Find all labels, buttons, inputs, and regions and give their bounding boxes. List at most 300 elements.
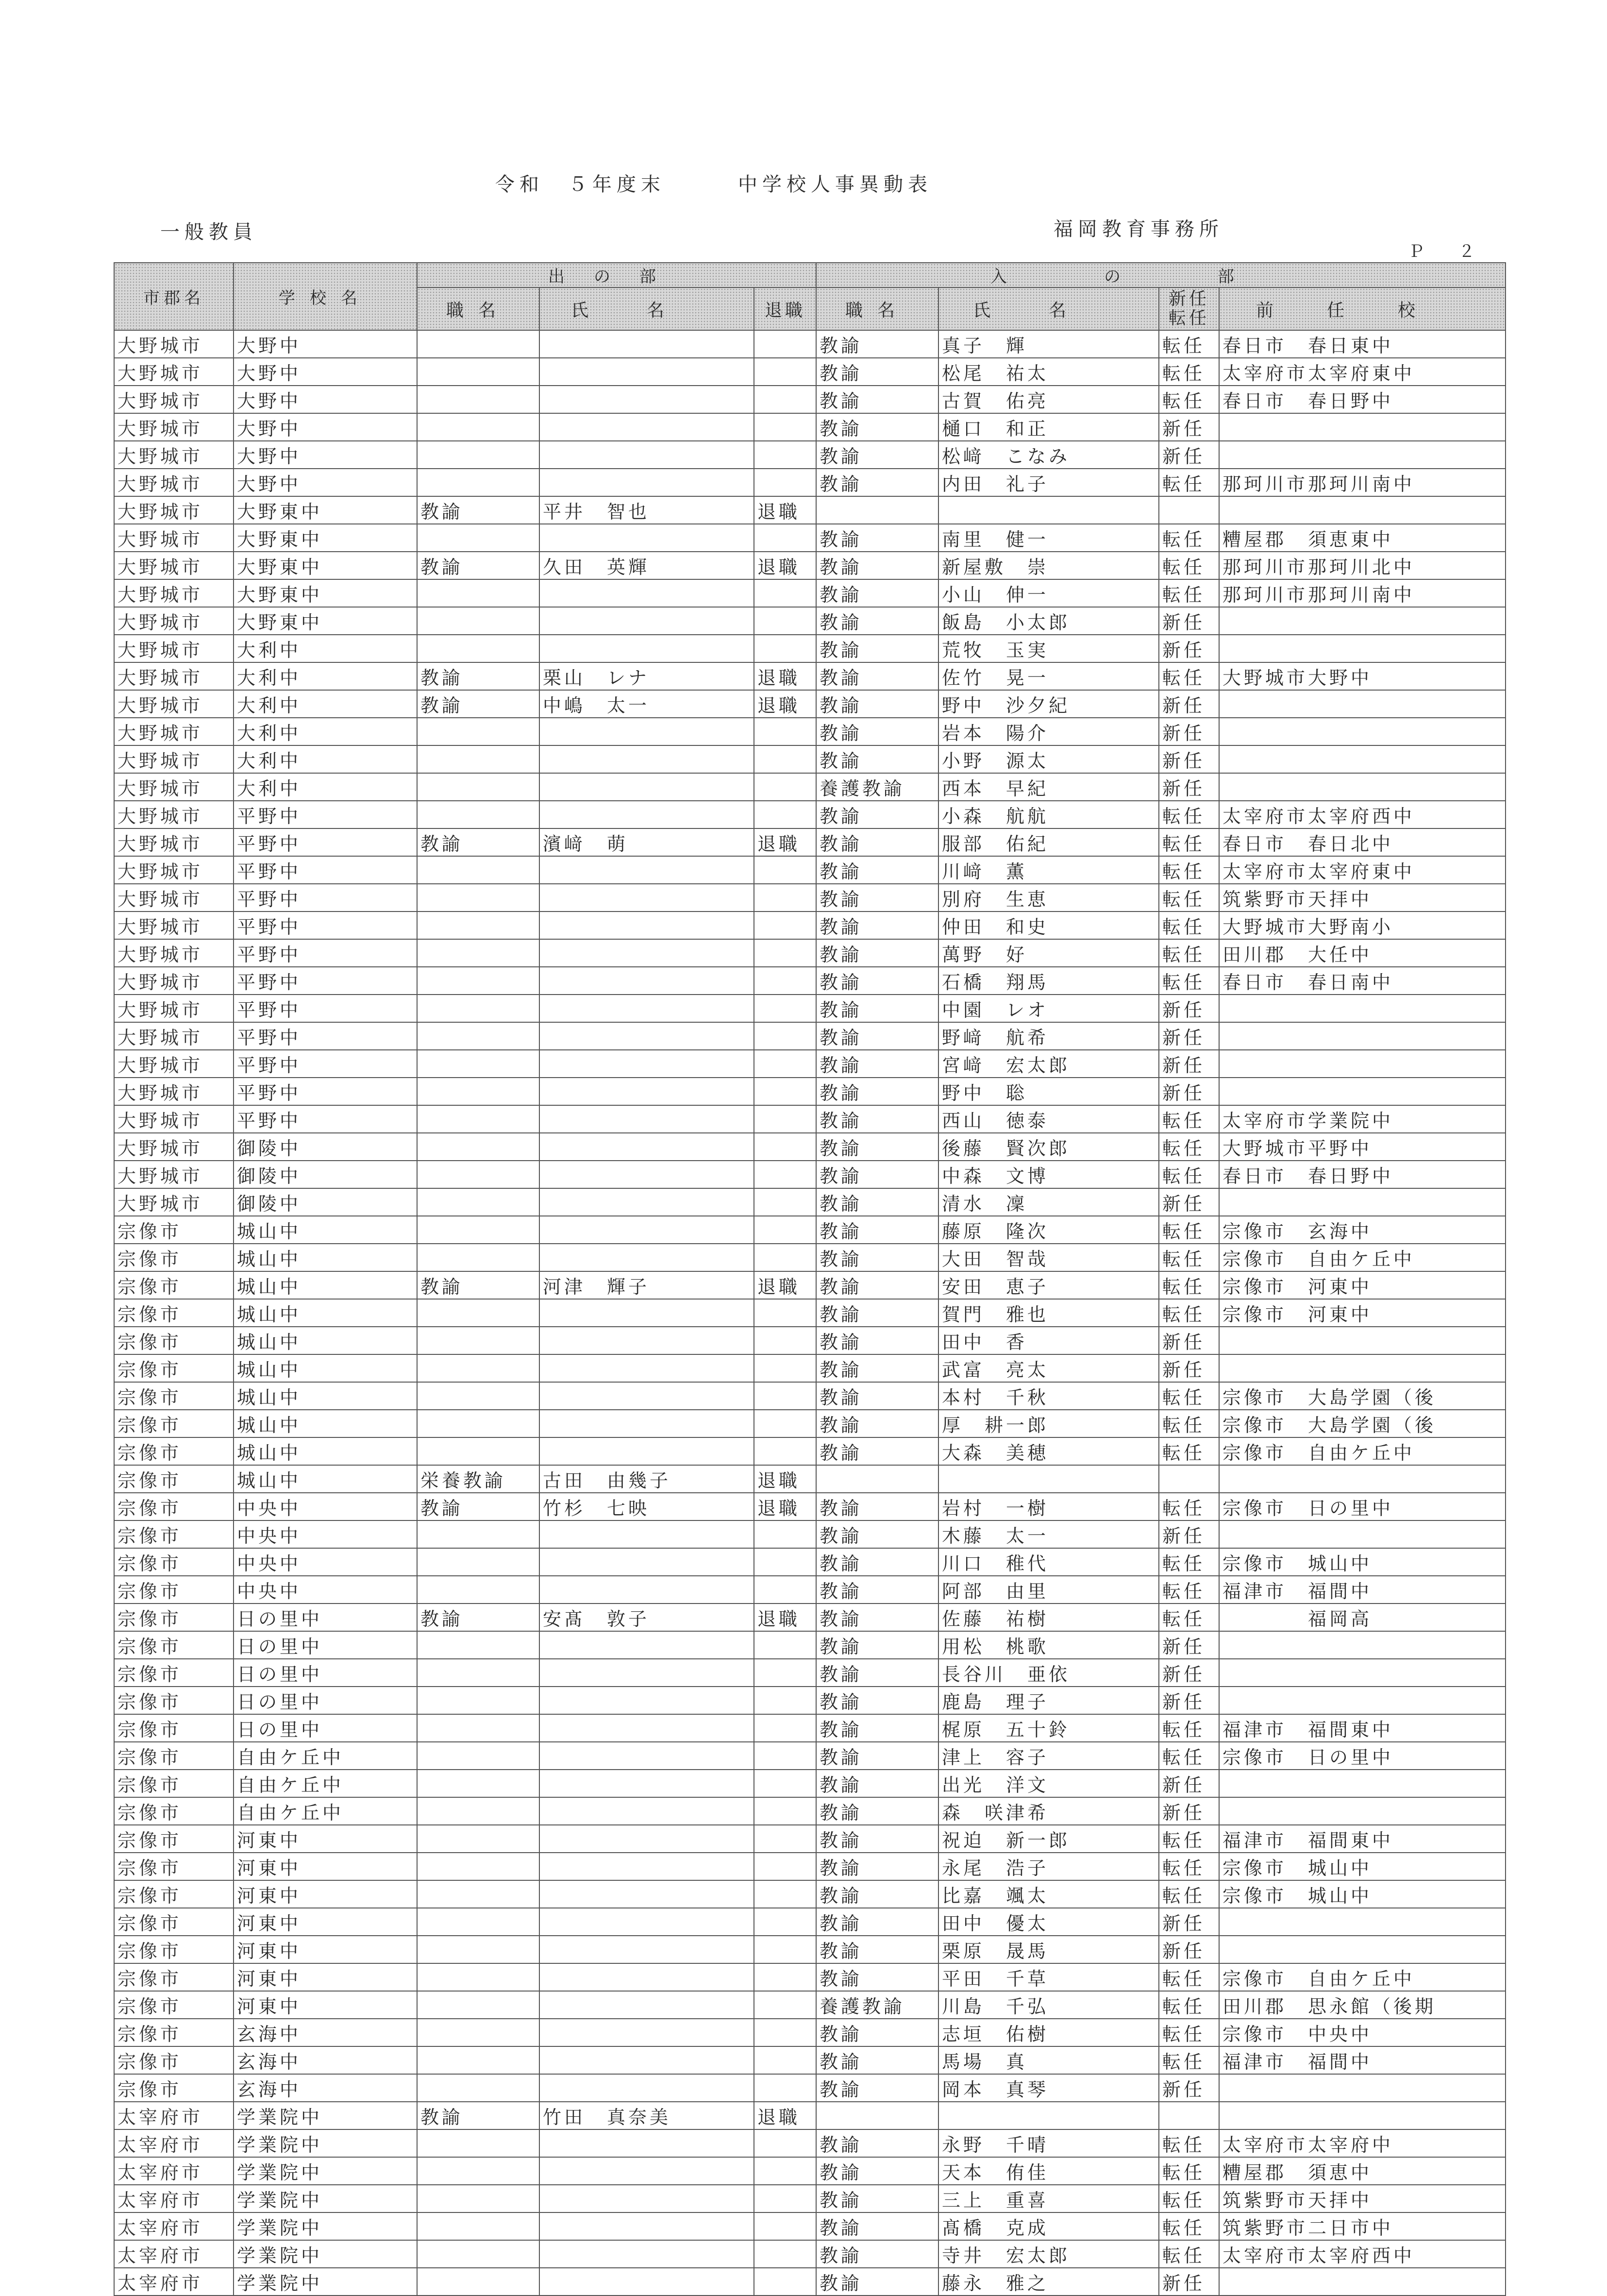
table-row bbox=[114, 524, 1506, 552]
cell-out-retire: 退職 bbox=[754, 1465, 816, 1493]
cell-in-title: 教諭 bbox=[816, 2019, 938, 2046]
cell-city: 大野城市 bbox=[114, 801, 234, 828]
cell-out-name bbox=[539, 2019, 754, 2046]
cell-prev-school bbox=[1219, 1659, 1506, 1687]
cell-out-name: 平井 智也 bbox=[539, 496, 754, 524]
cell-out-retire bbox=[754, 1244, 816, 1271]
cell-out-retire: 退職 bbox=[754, 662, 816, 690]
cell-in-title: 教諭 bbox=[816, 524, 938, 552]
cell-school: 平野中 bbox=[234, 828, 417, 856]
cell-in-name: 中園 レオ bbox=[938, 995, 1159, 1022]
table-row bbox=[114, 718, 1506, 745]
cell-city: 大野城市 bbox=[114, 1050, 234, 1078]
cell-school: 城山中 bbox=[234, 1299, 417, 1327]
cell-out-title bbox=[417, 912, 539, 939]
cell-prev-school bbox=[1219, 1465, 1506, 1493]
cell-in-type: 新任 bbox=[1159, 1797, 1219, 1825]
cell-out-title bbox=[417, 1936, 539, 1963]
cell-city: 宗像市 bbox=[114, 1244, 234, 1271]
cell-in-name: 清水 凜 bbox=[938, 1188, 1159, 1216]
cell-out-retire bbox=[754, 745, 816, 773]
cell-prev-school bbox=[1219, 441, 1506, 469]
cell-prev-school: 春日市 春日野中 bbox=[1219, 386, 1506, 413]
cell-out-title bbox=[417, 441, 539, 469]
cell-city: 太宰府市 bbox=[114, 2240, 234, 2268]
cell-in-type: 新任 bbox=[1159, 1631, 1219, 1659]
table-row bbox=[114, 690, 1506, 718]
col-prev-school: 前任校 bbox=[1219, 287, 1506, 330]
cell-out-name bbox=[539, 1078, 754, 1105]
cell-prev-school bbox=[1219, 1797, 1506, 1825]
cell-city: 大野城市 bbox=[114, 773, 234, 801]
cell-out-title bbox=[417, 718, 539, 745]
cell-in-title: 教諭 bbox=[816, 1133, 938, 1161]
cell-school: 日の里中 bbox=[234, 1631, 417, 1659]
cell-out-title bbox=[417, 330, 539, 358]
cell-city: 大野城市 bbox=[114, 1105, 234, 1133]
cell-in-name: 宮﨑 宏太郎 bbox=[938, 1050, 1159, 1078]
cell-city: 大野城市 bbox=[114, 330, 234, 358]
cell-out-name bbox=[539, 607, 754, 635]
cell-out-title bbox=[417, 1437, 539, 1465]
cell-in-title: 教諭 bbox=[816, 1631, 938, 1659]
cell-out-name bbox=[539, 1437, 754, 1465]
cell-in-name: 西本 早紀 bbox=[938, 773, 1159, 801]
cell-prev-school: 宗像市 城山中 bbox=[1219, 1853, 1506, 1880]
cell-in-title: 教諭 bbox=[816, 441, 938, 469]
cell-in-type: 転任 bbox=[1159, 358, 1219, 386]
cell-out-title bbox=[417, 2185, 539, 2212]
cell-out-name bbox=[539, 524, 754, 552]
cell-out-title bbox=[417, 1410, 539, 1437]
cell-in-title: 教諭 bbox=[816, 1078, 938, 1105]
cell-in-name: 川島 千弘 bbox=[938, 1991, 1159, 2019]
table-row bbox=[114, 2157, 1506, 2185]
cell-prev-school bbox=[1219, 1327, 1506, 1354]
cell-out-title: 栄養教諭 bbox=[417, 1465, 539, 1493]
cell-in-type: 転任 bbox=[1159, 884, 1219, 912]
cell-out-name bbox=[539, 2046, 754, 2074]
table-row bbox=[114, 607, 1506, 635]
cell-school: 平野中 bbox=[234, 884, 417, 912]
cell-out-title bbox=[417, 1354, 539, 1382]
cell-out-title bbox=[417, 1520, 539, 1548]
cell-out-name bbox=[539, 2129, 754, 2157]
cell-out-name bbox=[539, 1908, 754, 1936]
cell-out-title bbox=[417, 1382, 539, 1410]
cell-prev-school bbox=[1219, 1520, 1506, 1548]
cell-school: 御陵中 bbox=[234, 1188, 417, 1216]
group-in: 入の部 bbox=[816, 263, 1506, 287]
cell-in-name: 木藤 太一 bbox=[938, 1520, 1159, 1548]
table-row bbox=[114, 330, 1506, 358]
cell-in-type: 新任 bbox=[1159, 1659, 1219, 1687]
cell-prev-school bbox=[1219, 1687, 1506, 1714]
cell-city: 大野城市 bbox=[114, 967, 234, 995]
cell-city: 大野城市 bbox=[114, 828, 234, 856]
cell-school: 平野中 bbox=[234, 1078, 417, 1105]
cell-city: 宗像市 bbox=[114, 1880, 234, 1908]
cell-in-type: 転任 bbox=[1159, 1161, 1219, 1188]
table-row bbox=[114, 2212, 1506, 2240]
table-row bbox=[114, 358, 1506, 386]
cell-in-type: 転任 bbox=[1159, 2129, 1219, 2157]
cell-out-name bbox=[539, 358, 754, 386]
table-row bbox=[114, 1216, 1506, 1244]
cell-school: 学業院中 bbox=[234, 2185, 417, 2212]
cell-school: 自由ケ丘中 bbox=[234, 1770, 417, 1797]
cell-in-type: 転任 bbox=[1159, 801, 1219, 828]
cell-in-type: 転任 bbox=[1159, 856, 1219, 884]
cell-out-retire bbox=[754, 801, 816, 828]
cell-city: 大野城市 bbox=[114, 939, 234, 967]
cell-out-name bbox=[539, 635, 754, 662]
cell-out-name bbox=[539, 856, 754, 884]
cell-out-title bbox=[417, 884, 539, 912]
cell-prev-school bbox=[1219, 1188, 1506, 1216]
cell-out-name: 濱﨑 萌 bbox=[539, 828, 754, 856]
cell-in-type: 新任 bbox=[1159, 1520, 1219, 1548]
cell-school: 大野東中 bbox=[234, 524, 417, 552]
cell-city: 宗像市 bbox=[114, 1548, 234, 1576]
table-row bbox=[114, 1604, 1506, 1631]
cell-school: 大野中 bbox=[234, 358, 417, 386]
cell-out-title bbox=[417, 2157, 539, 2185]
cell-in-title: 教諭 bbox=[816, 718, 938, 745]
cell-city: 大野城市 bbox=[114, 662, 234, 690]
cell-out-title bbox=[417, 1078, 539, 1105]
cell-in-title: 養護教諭 bbox=[816, 1991, 938, 2019]
cell-out-name bbox=[539, 1687, 754, 1714]
cell-out-retire bbox=[754, 912, 816, 939]
cell-prev-school: 宗像市 中央中 bbox=[1219, 2019, 1506, 2046]
cell-out-name bbox=[539, 745, 754, 773]
cell-out-title bbox=[417, 967, 539, 995]
cell-out-retire bbox=[754, 413, 816, 441]
cell-in-type: 転任 bbox=[1159, 1271, 1219, 1299]
cell-city: 大野城市 bbox=[114, 856, 234, 884]
cell-prev-school: 筑紫野市天拝中 bbox=[1219, 884, 1506, 912]
cell-prev-school bbox=[1219, 1936, 1506, 1963]
cell-in-name: 野中 聡 bbox=[938, 1078, 1159, 1105]
cell-school: 平野中 bbox=[234, 801, 417, 828]
cell-in-type: 新任 bbox=[1159, 1354, 1219, 1382]
cell-in-title: 教諭 bbox=[816, 662, 938, 690]
table-row bbox=[114, 856, 1506, 884]
cell-out-name bbox=[539, 1770, 754, 1797]
cell-out-title bbox=[417, 2129, 539, 2157]
cell-school: 学業院中 bbox=[234, 2129, 417, 2157]
cell-out-retire: 退職 bbox=[754, 552, 816, 579]
cell-in-name: 服部 佑紀 bbox=[938, 828, 1159, 856]
cell-in-title: 教諭 bbox=[816, 2240, 938, 2268]
cell-out-retire bbox=[754, 2212, 816, 2240]
cell-prev-school: 太宰府市太宰府東中 bbox=[1219, 856, 1506, 884]
cell-school: 河東中 bbox=[234, 1825, 417, 1853]
cell-in-name: 賀門 雅也 bbox=[938, 1299, 1159, 1327]
cell-in-title: 教諭 bbox=[816, 884, 938, 912]
cell-in-type: 転任 bbox=[1159, 1133, 1219, 1161]
col-out-name: 氏名 bbox=[539, 287, 754, 330]
cell-prev-school bbox=[1219, 1631, 1506, 1659]
cell-city: 大野城市 bbox=[114, 496, 234, 524]
cell-city: 大野城市 bbox=[114, 413, 234, 441]
cell-in-title: 教諭 bbox=[816, 2268, 938, 2296]
cell-in-name: 寺井 宏太郎 bbox=[938, 2240, 1159, 2268]
table-row bbox=[114, 386, 1506, 413]
cell-out-retire bbox=[754, 1548, 816, 1576]
col-out-retire: 退職 bbox=[754, 287, 816, 330]
cell-in-type: 転任 bbox=[1159, 1604, 1219, 1631]
table-row bbox=[114, 1880, 1506, 1908]
table-row bbox=[114, 413, 1506, 441]
table-row bbox=[114, 1437, 1506, 1465]
cell-school: 学業院中 bbox=[234, 2268, 417, 2296]
cell-in-title: 教諭 bbox=[816, 2129, 938, 2157]
cell-out-retire: 退職 bbox=[754, 2102, 816, 2129]
cell-out-name bbox=[539, 1659, 754, 1687]
cell-in-type: 新任 bbox=[1159, 441, 1219, 469]
cell-out-title: 教諭 bbox=[417, 828, 539, 856]
cell-prev-school bbox=[1219, 745, 1506, 773]
cell-out-retire bbox=[754, 1742, 816, 1770]
cell-in-name: 田中 香 bbox=[938, 1327, 1159, 1354]
group-out: 出の部 bbox=[417, 263, 816, 287]
cell-in-title: 教諭 bbox=[816, 413, 938, 441]
cell-in-title: 教諭 bbox=[816, 1354, 938, 1382]
col-in-name: 氏名 bbox=[938, 287, 1159, 330]
cell-out-name: 河津 輝子 bbox=[539, 1271, 754, 1299]
cell-out-retire: 退職 bbox=[754, 1604, 816, 1631]
cell-in-type: 新任 bbox=[1159, 1936, 1219, 1963]
cell-in-title: 教諭 bbox=[816, 1604, 938, 1631]
cell-prev-school: 福津市 福間中 bbox=[1219, 2046, 1506, 2074]
cell-out-title bbox=[417, 1133, 539, 1161]
cell-in-name: 阿部 由里 bbox=[938, 1576, 1159, 1604]
cell-prev-school: 春日市 春日野中 bbox=[1219, 1161, 1506, 1188]
cell-in-type: 新任 bbox=[1159, 1327, 1219, 1354]
cell-in-type bbox=[1159, 496, 1219, 524]
cell-in-name: 平田 千草 bbox=[938, 1963, 1159, 1991]
cell-in-type: 新任 bbox=[1159, 773, 1219, 801]
cell-in-title: 教諭 bbox=[816, 1853, 938, 1880]
cell-out-name bbox=[539, 801, 754, 828]
cell-in-name: 武富 亮太 bbox=[938, 1354, 1159, 1382]
cell-out-retire bbox=[754, 2185, 816, 2212]
table-row bbox=[114, 828, 1506, 856]
cell-out-retire bbox=[754, 939, 816, 967]
table-row bbox=[114, 1465, 1506, 1493]
cell-out-title bbox=[417, 1327, 539, 1354]
cell-in-type: 新任 bbox=[1159, 1908, 1219, 1936]
cell-out-name: 安髙 敦子 bbox=[539, 1604, 754, 1631]
cell-in-name: 荒牧 玉実 bbox=[938, 635, 1159, 662]
cell-out-retire bbox=[754, 1327, 816, 1354]
table-row bbox=[114, 995, 1506, 1022]
cell-city: 宗像市 bbox=[114, 1631, 234, 1659]
cell-out-retire bbox=[754, 1078, 816, 1105]
cell-out-title bbox=[417, 1880, 539, 1908]
cell-school: 平野中 bbox=[234, 1105, 417, 1133]
cell-in-name: 馬場 真 bbox=[938, 2046, 1159, 2074]
cell-out-title bbox=[417, 1216, 539, 1244]
cell-in-name: 松尾 祐太 bbox=[938, 358, 1159, 386]
cell-out-retire bbox=[754, 1382, 816, 1410]
cell-in-title: 教諭 bbox=[816, 1825, 938, 1853]
table-row bbox=[114, 1908, 1506, 1936]
cell-in-type bbox=[1159, 1465, 1219, 1493]
table-row bbox=[114, 469, 1506, 496]
cell-out-title: 教諭 bbox=[417, 1271, 539, 1299]
table-row bbox=[114, 1631, 1506, 1659]
cell-out-name bbox=[539, 1963, 754, 1991]
cell-in-title: 教諭 bbox=[816, 1576, 938, 1604]
cell-in-title bbox=[816, 496, 938, 524]
cell-out-name bbox=[539, 330, 754, 358]
cell-prev-school: 春日市 春日北中 bbox=[1219, 828, 1506, 856]
cell-out-name bbox=[539, 386, 754, 413]
cell-school: 河東中 bbox=[234, 1991, 417, 2019]
cell-out-retire bbox=[754, 1410, 816, 1437]
cell-in-title: 教諭 bbox=[816, 745, 938, 773]
cell-in-name: 萬野 好 bbox=[938, 939, 1159, 967]
cell-prev-school: 太宰府市太宰府中 bbox=[1219, 2129, 1506, 2157]
cell-prev-school: 大野城市平野中 bbox=[1219, 1133, 1506, 1161]
cell-out-name bbox=[539, 1022, 754, 1050]
cell-out-title bbox=[417, 635, 539, 662]
page-number bbox=[1408, 238, 1509, 262]
cell-prev-school bbox=[1219, 1908, 1506, 1936]
cell-prev-school bbox=[1219, 1078, 1506, 1105]
cell-school: 平野中 bbox=[234, 939, 417, 967]
cell-in-type: 転任 bbox=[1159, 2019, 1219, 2046]
cell-city: 大野城市 bbox=[114, 912, 234, 939]
cell-in-name: 三上 重喜 bbox=[938, 2185, 1159, 2212]
table-row bbox=[114, 496, 1506, 524]
cell-out-title bbox=[417, 1105, 539, 1133]
cell-out-name: 中嶋 太一 bbox=[539, 690, 754, 718]
cell-out-title bbox=[417, 2046, 539, 2074]
cell-in-name: 長谷川 亜依 bbox=[938, 1659, 1159, 1687]
cell-school: 大利中 bbox=[234, 773, 417, 801]
cell-in-type: 転任 bbox=[1159, 1548, 1219, 1576]
cell-prev-school: 福津市 福間東中 bbox=[1219, 1825, 1506, 1853]
cell-in-title: 教諭 bbox=[816, 1770, 938, 1797]
cell-out-name bbox=[539, 1133, 754, 1161]
cell-in-name: 天本 侑佳 bbox=[938, 2157, 1159, 2185]
cell-out-retire bbox=[754, 1133, 816, 1161]
cell-prev-school: 宗像市 日の里中 bbox=[1219, 1742, 1506, 1770]
cell-in-name: 安田 恵子 bbox=[938, 1271, 1159, 1299]
cell-city: 太宰府市 bbox=[114, 2268, 234, 2296]
cell-city: 大野城市 bbox=[114, 579, 234, 607]
cell-prev-school: 宗像市 自由ケ丘中 bbox=[1219, 1963, 1506, 1991]
table-row bbox=[114, 1188, 1506, 1216]
cell-prev-school bbox=[1219, 1354, 1506, 1382]
cell-out-title bbox=[417, 469, 539, 496]
cell-out-name bbox=[539, 1825, 754, 1853]
cell-prev-school bbox=[1219, 1050, 1506, 1078]
cell-out-title bbox=[417, 607, 539, 635]
cell-city: 太宰府市 bbox=[114, 2129, 234, 2157]
cell-in-type: 新任 bbox=[1159, 1022, 1219, 1050]
cell-out-retire bbox=[754, 718, 816, 745]
cell-city: 大野城市 bbox=[114, 1188, 234, 1216]
cell-out-title bbox=[417, 1742, 539, 1770]
table-row bbox=[114, 1410, 1506, 1437]
cell-city: 大野城市 bbox=[114, 1022, 234, 1050]
cell-in-type: 新任 bbox=[1159, 2268, 1219, 2296]
cell-school: 城山中 bbox=[234, 1327, 417, 1354]
cell-prev-school: 那珂川市那珂川南中 bbox=[1219, 579, 1506, 607]
cell-out-title bbox=[417, 1825, 539, 1853]
table-row bbox=[114, 552, 1506, 579]
cell-out-title bbox=[417, 1548, 539, 1576]
cell-prev-school: 宗像市 河東中 bbox=[1219, 1271, 1506, 1299]
cell-out-retire bbox=[754, 579, 816, 607]
cell-in-type: 転任 bbox=[1159, 1382, 1219, 1410]
cell-out-retire bbox=[754, 1631, 816, 1659]
cell-out-retire bbox=[754, 524, 816, 552]
cell-out-retire bbox=[754, 1299, 816, 1327]
cell-out-name bbox=[539, 1797, 754, 1825]
cell-in-type: 転任 bbox=[1159, 1105, 1219, 1133]
cell-in-name: 祝迫 新一郎 bbox=[938, 1825, 1159, 1853]
cell-school: 城山中 bbox=[234, 1216, 417, 1244]
table-row bbox=[114, 1105, 1506, 1133]
table-row bbox=[114, 912, 1506, 939]
cell-prev-school bbox=[1219, 607, 1506, 635]
cell-out-name: 竹杉 七映 bbox=[539, 1493, 754, 1520]
cell-out-retire bbox=[754, 1963, 816, 1991]
table-row bbox=[114, 1354, 1506, 1382]
cell-out-name bbox=[539, 1105, 754, 1133]
cell-in-title: 教諭 bbox=[816, 856, 938, 884]
cell-city: 大野城市 bbox=[114, 1161, 234, 1188]
cell-city: 宗像市 bbox=[114, 1327, 234, 1354]
cell-out-retire bbox=[754, 2240, 816, 2268]
cell-in-title: 教諭 bbox=[816, 1271, 938, 1299]
cell-prev-school bbox=[1219, 1770, 1506, 1797]
cell-in-title: 教諭 bbox=[816, 1520, 938, 1548]
table-row bbox=[114, 2074, 1506, 2102]
cell-in-name: 後藤 賢次郎 bbox=[938, 1133, 1159, 1161]
cell-out-name bbox=[539, 1548, 754, 1576]
cell-out-retire bbox=[754, 441, 816, 469]
cell-in-type: 転任 bbox=[1159, 2046, 1219, 2074]
cell-in-type: 新任 bbox=[1159, 1050, 1219, 1078]
cell-in-name: 内田 礼子 bbox=[938, 469, 1159, 496]
cell-city: 宗像市 bbox=[114, 1825, 234, 1853]
cell-city: 太宰府市 bbox=[114, 2212, 234, 2240]
cell-city: 宗像市 bbox=[114, 2019, 234, 2046]
cell-in-title: 教諭 bbox=[816, 469, 938, 496]
cell-in-title: 教諭 bbox=[816, 1244, 938, 1271]
cell-in-title: 教諭 bbox=[816, 1548, 938, 1576]
cell-in-title bbox=[816, 1465, 938, 1493]
table-body bbox=[114, 330, 1506, 2296]
cell-out-name bbox=[539, 2240, 754, 2268]
cell-school: 日の里中 bbox=[234, 1687, 417, 1714]
cell-in-title: 教諭 bbox=[816, 1936, 938, 1963]
table-row bbox=[114, 773, 1506, 801]
cell-in-name bbox=[938, 496, 1159, 524]
cell-in-type: 転任 bbox=[1159, 524, 1219, 552]
cell-out-title bbox=[417, 358, 539, 386]
cell-out-title bbox=[417, 2074, 539, 2102]
cell-in-type: 転任 bbox=[1159, 1880, 1219, 1908]
cell-city: 宗像市 bbox=[114, 2074, 234, 2102]
